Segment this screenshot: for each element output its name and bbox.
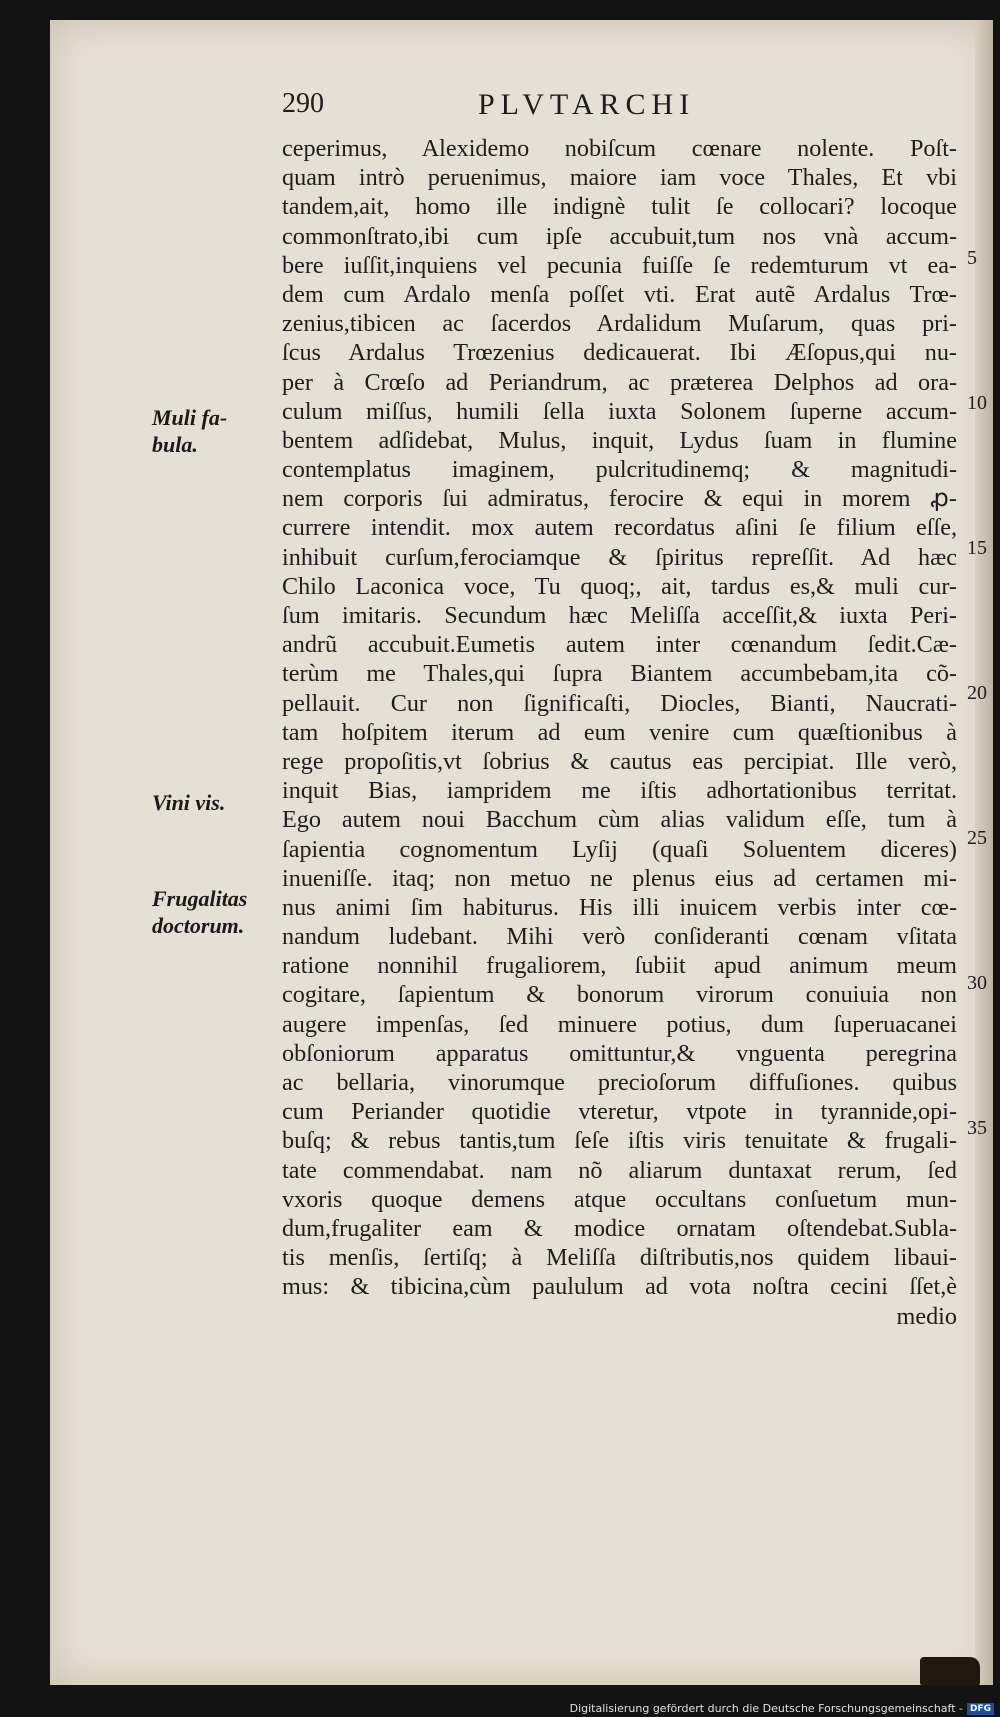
- dfg-logo-icon: DFG: [967, 1703, 994, 1715]
- text-line: tis menſis, ſertiſq; à Meliſſa diſtributis,nos quidem libaui-: [282, 1244, 957, 1272]
- text-line: ſum imitaris. Secundum hæc Meliſſa acceſſit,& iuxta Peri-: [282, 602, 957, 629]
- text-line: mus: & tibicina,cùm paululum ad vota noſtra cecini ſſet,è: [282, 1273, 957, 1301]
- running-title: PLVTARCHI: [478, 88, 696, 121]
- text-line: nus animi ſim habiturus. His illi inuicem verbis inter cœ-: [282, 893, 957, 921]
- text-line: zenius,tibicen ac ſacerdos Ardalidum Muſarum, quas pri-: [282, 310, 957, 338]
- text-line: buſq; & rebus tantis,tum ſeſe iſtis viris tenuitate & frugali-: [282, 1127, 957, 1155]
- text-line: ratione nonnihil frugaliorem, ſubiit apud animum meum: [282, 952, 957, 980]
- line-number: 25: [967, 827, 987, 849]
- text-line: dum,frugaliter eam & modice ornatam oſtendebat.Subla-: [282, 1214, 957, 1242]
- marginal-note-line: Frugalitas: [152, 886, 248, 911]
- marginal-note-muli-fabula: [152, 404, 274, 458]
- page-header: [282, 88, 742, 128]
- line-number: 15: [967, 537, 987, 559]
- text-line: terùm me Thales,qui ſupra Biantem accumbebam,ita cõ-: [282, 660, 957, 688]
- line-number: 20: [967, 682, 987, 704]
- text-line: Chilo Laconica voce, Tu quoq;, ait, tardus es,& muli cur-: [282, 572, 957, 600]
- page-corner-damage: [920, 1657, 980, 1685]
- body-text: [282, 134, 957, 1331]
- marginal-note-line: Muli fa-: [152, 405, 228, 430]
- text-line: ceperimus, Alexidemo nobiſcum cœnare nolente. Poſt-: [282, 135, 957, 162]
- text-line: per à Crœſo ad Periandrum, ac præterea Delphos ad ora-: [282, 368, 957, 396]
- text-line: obſoniorum apparatus omittuntur,& vnguenta peregrina: [282, 1039, 957, 1067]
- text-line: bentem adſidebat, Mulus, inquit, Lydus ſuam in flumine: [282, 426, 957, 454]
- text-line: pellauit. Cur non ſignificaſti, Diocles, Bianti, Naucrati-: [282, 689, 957, 717]
- text-line: augere impenſas, ſed minuere potius, dum ſuperuacanei: [282, 1010, 957, 1038]
- marginal-note-vini-vis: [152, 789, 274, 816]
- text-line: tate commendabat. nam nõ aliarum duntaxat rerum, ſed: [282, 1156, 957, 1184]
- text-line: andrũ accubuit.Eumetis autem inter cœnandum ſedit.Cæ-: [282, 631, 957, 659]
- text-line: inquit Bias, iampridem me iſtis adhortationibus territat.: [282, 777, 957, 805]
- page-number: 290: [282, 88, 324, 119]
- text-line: Ego autem noui Bacchum cùm alias validum eſſe, tum à: [282, 806, 957, 834]
- text-line: rege propoſitis,vt ſobrius & cautus eas percipiat. Ille verò,: [282, 747, 957, 775]
- text-line: tam hoſpitem iterum ad eum venire cum quæſtionibus à: [282, 718, 957, 746]
- footer-credit-text: Digitalisierung gefördert durch die Deutsche Forschungsgemeinschaft -: [569, 1702, 963, 1715]
- text-line: vxoris quoque demens atque occultans conſuetum mun-: [282, 1185, 957, 1213]
- line-number: 5: [967, 247, 977, 269]
- text-line: commonſtrato,ibi cum ipſe accubuit,tum nos vnà accum-: [282, 222, 957, 250]
- marginal-note-line: Vini vis.: [152, 790, 226, 815]
- text-line: culum miſſus, humili ſella iuxta Solonem ſuperne accum-: [282, 397, 957, 425]
- marginal-note-line: doctorum.: [152, 913, 245, 938]
- text-line: quam intrò peruenimus, maiore iam voce Thales, Et vbi: [282, 164, 957, 192]
- marginal-note-line: bula.: [152, 432, 198, 457]
- text-line: ſapientia cognomentum Lyſij (quaſi Soluentem diceres): [282, 835, 957, 863]
- catchword: medio: [896, 1302, 957, 1330]
- text-line: ſcus Ardalus Trœzenius dedicauerat. Ibi Æſopus,qui nu-: [282, 339, 957, 367]
- text-line: tandem,ait, homo ille indignè tulit ſe collocari? locoque: [282, 193, 957, 221]
- footer-credit: [570, 1702, 994, 1715]
- line-number: 10: [967, 392, 987, 414]
- text-line: inhibuit curſum,ferociamque & ſpiritus repreſſit. Ad hæc: [282, 543, 957, 571]
- text-line: nem corporis ſui admiratus, ferocire & equi in morem ꝓ-: [282, 485, 957, 513]
- text-line: contemplatus imaginem, pulcritudinemq; & magnitudi-: [282, 456, 957, 484]
- marginal-note-frugalitas: [152, 885, 274, 939]
- text-line: cogitare, ſapientum & bonorum virorum conuiuia non: [282, 981, 957, 1009]
- text-line: dem cum Ardalo menſa poſſet vti. Erat autẽ Ardalus Trœ-: [282, 280, 957, 308]
- line-number: 30: [967, 972, 987, 994]
- text-line: ac bellaria, vinorumque precioſorum diffuſiones. quibus: [282, 1069, 957, 1096]
- text-line: nandum ludebant. Mihi verò conſideranti cœnam vſitata: [282, 923, 957, 951]
- text-line: bere iuſſit,inquiens vel pecunia fuiſſe ſe redemturum vt ea-: [282, 251, 957, 279]
- text-line: cum Periander quotidie vteretur, vtpote in tyrannide,opi-: [282, 1098, 957, 1126]
- text-line: currere intendit. mox autem recordatus aſini ſe filium eſſe,: [282, 514, 957, 542]
- text-line: inueniſſe. itaq; non metuo ne plenus eius ad certamen mi-: [282, 864, 957, 892]
- line-number: 35: [967, 1117, 987, 1139]
